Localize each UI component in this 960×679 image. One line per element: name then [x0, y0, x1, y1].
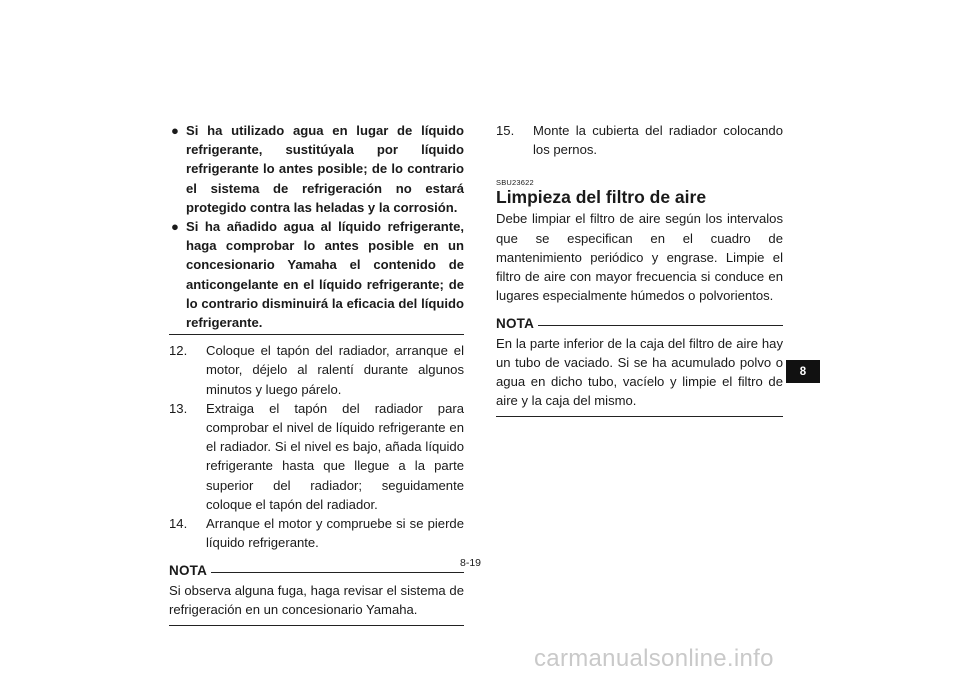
nota-label: NOTA — [496, 316, 535, 332]
nota-label: NOTA — [169, 563, 208, 579]
section-code: SBU23622 — [496, 178, 534, 188]
nota-rule — [211, 572, 464, 573]
bullet-text: Si ha añadido agua al líquido refrigerante, haga comprobar lo antes posible en un concesionario Yamaha el contenido de anticongelante en el líquido refrigerante; de lo contrario disminuirá la eficacia del líquido refrigerante. — [186, 219, 464, 331]
bullet-dot-icon: ● — [171, 123, 179, 138]
step-item — [169, 399, 464, 514]
step-item — [169, 341, 464, 399]
nota-text: Si observa alguna fuga, haga revisar el sistema de refrigeración en un concesionario Yamaha. — [169, 582, 464, 617]
nota-rule — [538, 325, 783, 326]
nota-header — [169, 561, 464, 580]
step-item — [496, 121, 783, 159]
nota-end-rule — [169, 625, 464, 626]
step-number: 12. — [169, 343, 188, 359]
caution-bullet — [169, 121, 464, 217]
bullet-text: Si ha utilizado agua en lugar de líquido refrigerante, sustitúyala por líquido refrigerante lo antes posible; de lo contrario el sistema de refrigeración no estará protegido contra las heladas y la corrosión. — [186, 123, 464, 215]
step-number: 14. — [169, 516, 188, 532]
chapter-tab: 8 — [786, 360, 820, 383]
caution-end-rule — [169, 334, 464, 335]
section-title: Limpieza del filtro de aire — [496, 187, 707, 208]
left-column — [169, 121, 464, 626]
nota-header — [496, 314, 783, 333]
nota-end-rule — [496, 416, 783, 417]
caution-bullet — [169, 217, 464, 332]
nota-text: En la parte inferior de la caja del filtro de aire hay un tubo de vaciado. Si se ha acumulado polvo o agua en dicho tubo, vacíelo y limpie el filtro de aire y la caja del mismo. — [496, 335, 783, 409]
step-text: Arranque el motor y compruebe si se pierde líquido refrigerante. — [206, 516, 464, 551]
step-item — [169, 514, 464, 552]
step-number: 15. — [496, 123, 515, 138]
step-text: Monte la cubierta del radiador colocando los pernos. — [533, 123, 783, 158]
right-column — [496, 121, 783, 417]
step-text: Coloque el tapón del radiador, arranque el motor, déjelo al ralentí durante algunos minutos y luego párelo. — [206, 343, 464, 397]
watermark: carmanualsonline.info — [534, 645, 774, 672]
bullet-dot-icon: ● — [171, 219, 179, 235]
step-text: Extraiga el tapón del radiador para comprobar el nivel de líquido refrigerante en el radiador. Si el nivel es bajo, añada líquido refrigerante hasta que llegue a la parte superior del radiador; seguidamente coloque el tapón del radiador. — [206, 400, 464, 512]
step-number: 13. — [169, 400, 188, 416]
page-number: 8-19 — [460, 557, 482, 569]
section-paragraph: Debe limpiar el filtro de aire según los intervalos que se especifican en el cuadro de mantenimiento periódico y engrase. Limpie el filtro de aire con mayor frecuencia si conduce en lugares especialmente húmedos o polvorientos. — [496, 211, 783, 304]
